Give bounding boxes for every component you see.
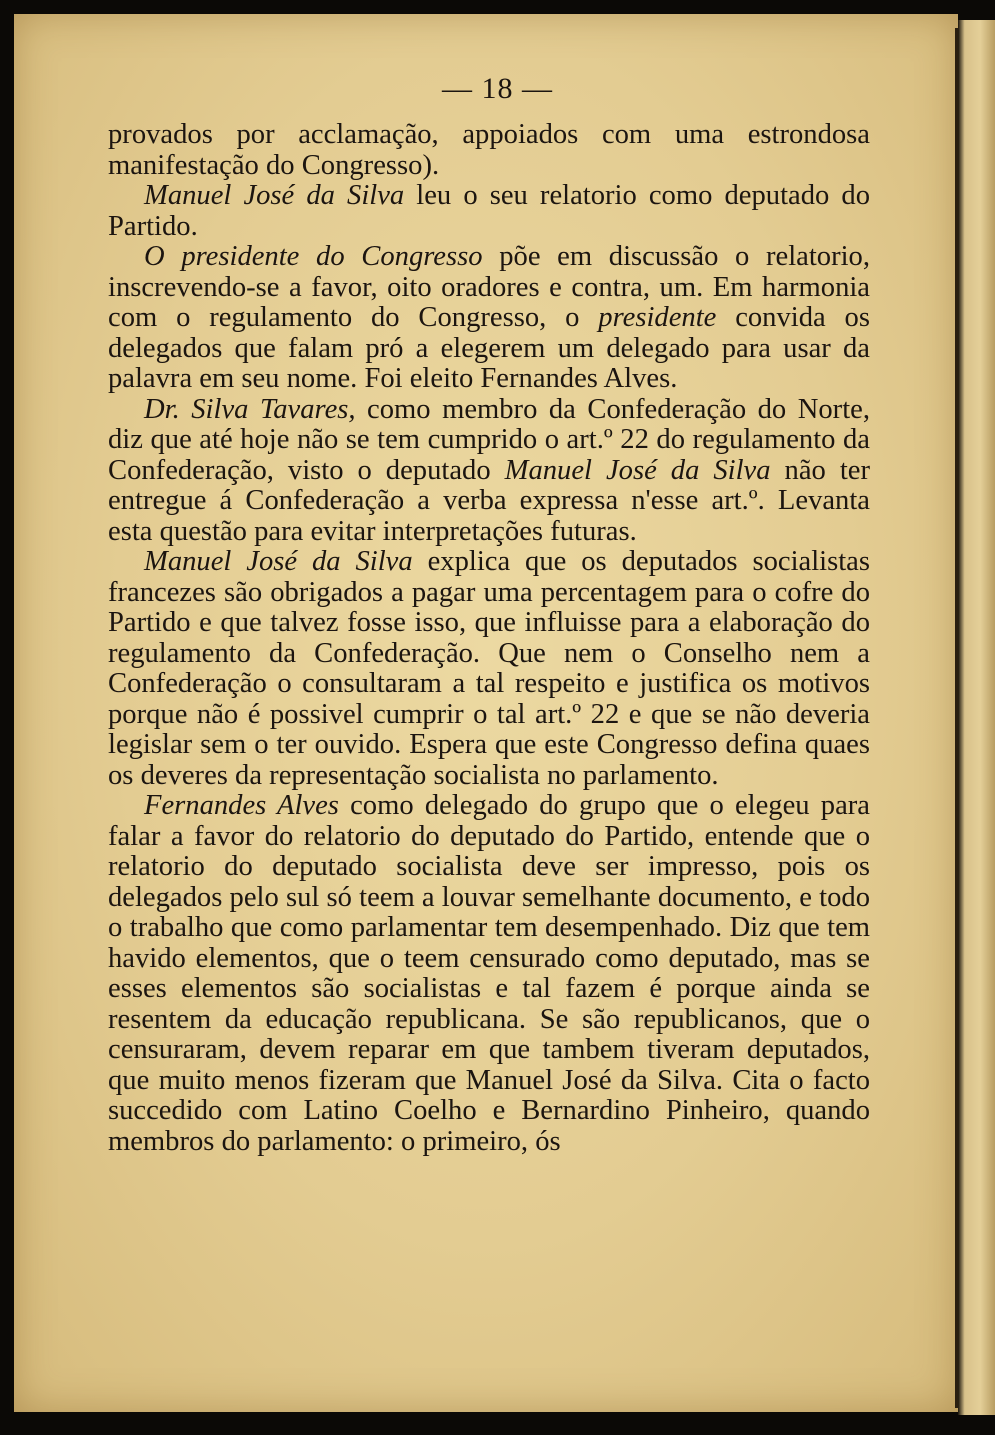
italic-name: O presidente do Congresso (144, 241, 483, 272)
paragraph (108, 120, 870, 181)
italic-name: presidente (598, 302, 717, 333)
italic-name: Dr. Silva Tavares, (144, 393, 356, 425)
text-run: como delegado do grupo que o elegeu para falar a favor do relatorio do deputado do Partido, entende que o relatorio do deputado socialista deve ser impresso, pois os delegados pelo sul só teem a louvar semelhante documento, e todo o trabalho que como parlamentar tem desempenhado. Diz que tem havido elementos, que o teem censurado como deputado, mas se esses elementos são socialistas e tal fazem é porque ainda se resentem da educação republicana. Se são republicanos, que o censuraram, devem reparar em que tambem tiveram deputados, que muito menos fizeram que Manuel José da Silva. Cita o facto succedido com Latino Coelho e Bernardino Pinheiro, quando membros do parlamento: o primeiro, ós (108, 790, 870, 1157)
text-run: como membro da Confederação do Norte, diz que até hoje não se tem cumprido o art.º 22 do regulamento da Confederação, visto o deputado (108, 393, 870, 486)
text-run: explica que os deputados socialistas francezes são obrigados a pagar uma percentagem para o cofre do Partido e que talvez fosse isso, que influisse para a elaboração do regulamento da Confederação. Que nem o Conselho nem a Confederação o consultaram a tal respeito e justifica os motivos porque não é possivel cumprir o tal art.º 22 e que se não deveria legislar sem o ter ouvido. Espera que este Congresso defina quaes os deveres da representação socialista no parlamento. (108, 546, 870, 791)
paragraph (108, 791, 870, 1157)
body-text (108, 120, 870, 1157)
text-run: provados por acclamação, appoiados com uma estrondosa manifestação do Congresso). (108, 119, 870, 181)
paragraph (108, 242, 870, 395)
italic-name: Manuel José da Silva (144, 180, 405, 211)
paragraph (108, 395, 870, 548)
text-run: convida os delegados que falam pró a elegerem um delegado para usar da palavra em seu nome. Foi eleito Fernandes Alves. (108, 302, 870, 394)
italic-name: Fernandes Alves (144, 790, 339, 821)
text-run: não ter entregue á Confederação a verba expressa n'esse art.º. Levanta esta questão para evitar interpretações futuras. (108, 454, 870, 547)
italic-name: Manuel José da Silva (504, 454, 771, 486)
paragraph (108, 181, 870, 242)
text-run: põe em discussão o relatorio, inscrevendo-se a favor, oito oradores e contra, um. Em harmonia com o regulamento do Congresso, o (108, 241, 870, 333)
paragraph (108, 547, 870, 791)
adjacent-page-edge (958, 20, 995, 1415)
page-number: — 18 — (442, 72, 553, 105)
italic-name: Manuel José da Silva (144, 546, 413, 577)
text-run: leu o seu relatorio como deputado do Partido. (108, 180, 870, 242)
